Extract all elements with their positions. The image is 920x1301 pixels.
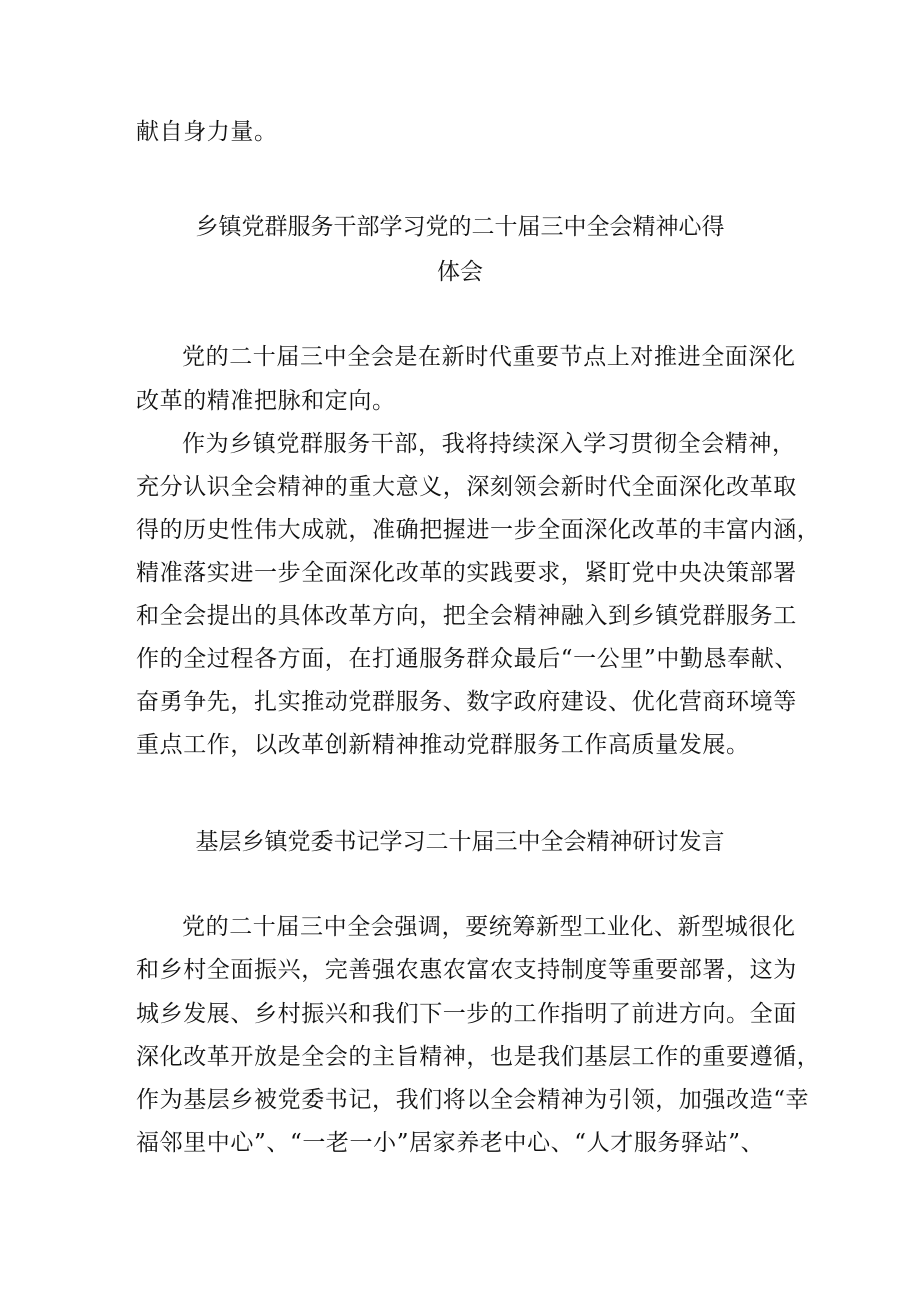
body-line: 和乡村全面振兴，完善强农惠农富农支持制度等重要部署，这为 bbox=[136, 957, 797, 983]
body-line: 精准落实进一步全面深化改革的实践要求，紧盯党中央决策部署 bbox=[136, 560, 797, 586]
body-line: 得的历史性伟大成就，准确把握进一步全面深化改革的丰富内涵， bbox=[136, 517, 821, 543]
paragraph-first-line: 党的二十届三中全会强调，要统筹新型工业化、新型城很化 bbox=[182, 914, 796, 940]
body-line: 奋勇争先，扎实推动党群服务、数字政府建设、优化营商环境等 bbox=[136, 689, 797, 715]
body-line: 改革的精准把脉和定向。 bbox=[136, 388, 396, 414]
body-line: 充分认识全会精神的重大意义，深刻领会新时代全面深化改革取 bbox=[136, 474, 797, 500]
body-line: 重点工作，以改革创新精神推动党群服务工作高质量发展。 bbox=[136, 732, 750, 758]
body-line: 和全会提出的具体改革方向，把全会精神融入到乡镇党群服务工 bbox=[136, 603, 797, 629]
paragraph-first-line: 作为乡镇党群服务干部，我将持续深入学习贯彻全会精神， bbox=[182, 431, 796, 457]
section-title: 基层乡镇党委书记学习二十届三中全会精神研讨发言 bbox=[195, 829, 725, 855]
section-title: 乡镇党群服务干部学习党的二十届三中全会精神心得 bbox=[195, 214, 725, 240]
paragraph-first-line: 党的二十届三中全会是在新时代重要节点上对推进全面深化 bbox=[182, 344, 796, 370]
section-title: 体会 bbox=[437, 259, 483, 285]
body-line: 作的全过程各方面，在打通服务群众最后“一公里”中勤恳奉献、 bbox=[136, 646, 798, 672]
body-line: 福邻里中心”、“一老一小”居家养老中心、“人才服务驿站”、 bbox=[136, 1130, 765, 1156]
body-line: 城乡发展、乡村振兴和我们下一步的工作指明了前进方向。全面 bbox=[136, 1001, 797, 1027]
body-line: 作为基层乡被党委书记，我们将以全会精神为引领，加强改造“幸 bbox=[136, 1087, 810, 1113]
body-line: 深化改革开放是全会的主旨精神，也是我们基层工作的重要遵循， bbox=[136, 1044, 821, 1070]
body-line: 献自身力量。 bbox=[136, 119, 278, 145]
